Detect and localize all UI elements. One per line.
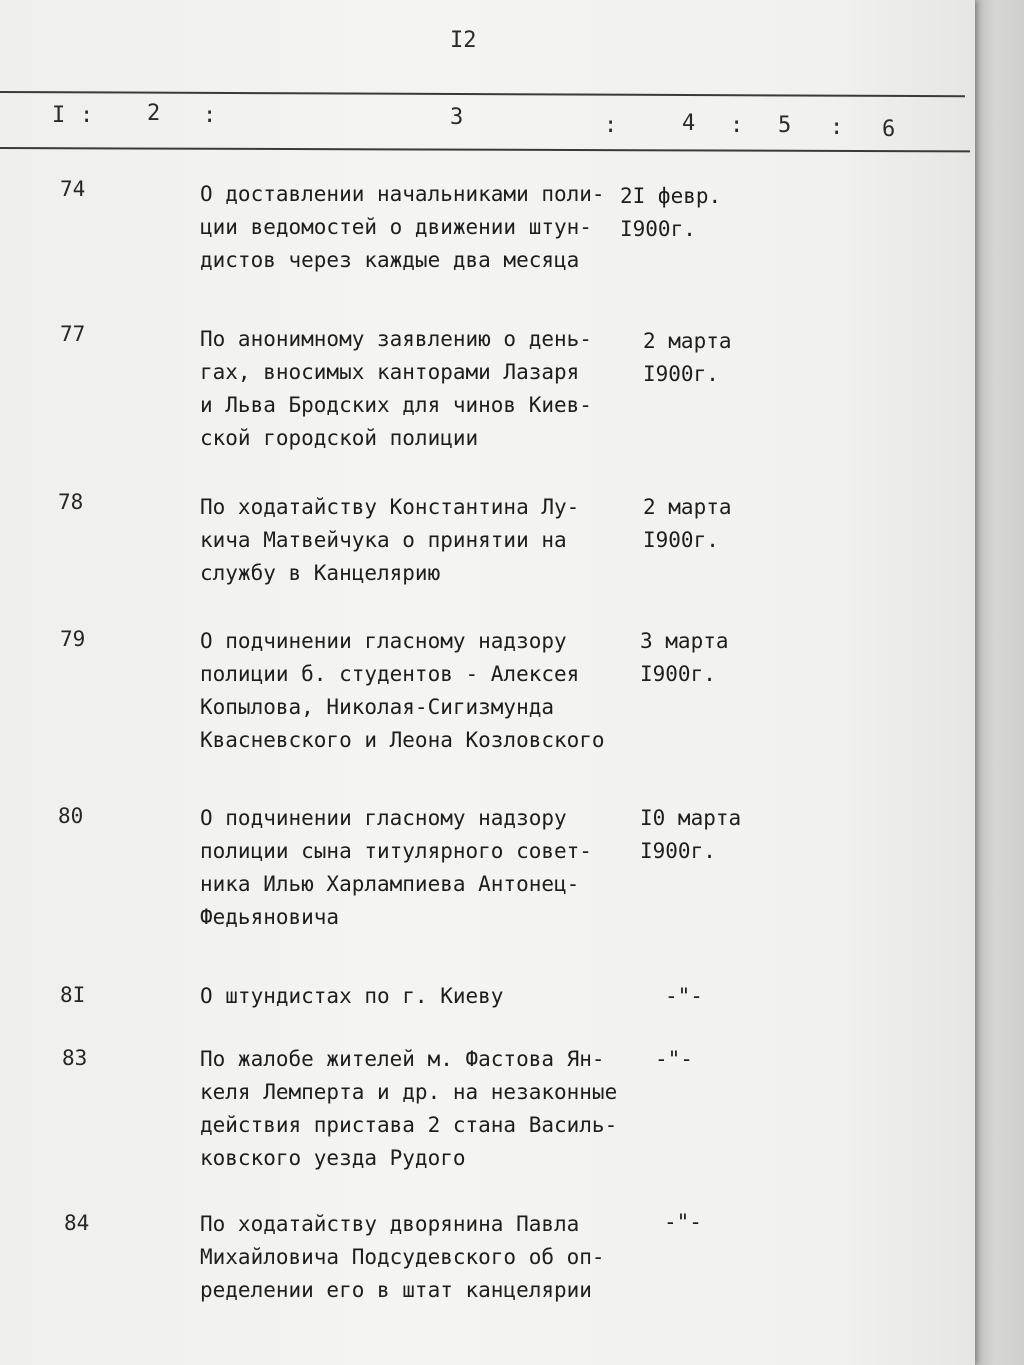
entry-description-line: Федьяновича bbox=[200, 905, 340, 929]
entry-description-line: ции ведомостей о движении штун- bbox=[200, 215, 592, 239]
entry-description-line: кича Матвейчука о принятии на bbox=[200, 528, 567, 552]
entry-number: 8I bbox=[60, 983, 86, 1007]
entry-date-line: I900г. bbox=[643, 528, 719, 552]
entry-description-line: ника Илью Харлампиева Антонец- bbox=[200, 872, 580, 896]
entry-date-line: I900г. bbox=[620, 217, 696, 241]
column-separator: : bbox=[830, 115, 844, 140]
column-separator: : bbox=[80, 103, 94, 128]
column-header-6: 6 bbox=[882, 117, 896, 142]
entry-description bbox=[200, 1043, 670, 1175]
entry-date bbox=[643, 325, 732, 391]
entry-date bbox=[643, 491, 732, 557]
entry-description-line: келя Лемперта и др. на незаконные bbox=[200, 1080, 618, 1104]
entry-description bbox=[200, 323, 670, 455]
entry-number: 77 bbox=[60, 322, 86, 346]
entry-date bbox=[664, 1206, 702, 1239]
entry-date-line: 3 марта bbox=[640, 629, 729, 653]
entry-date-line: I900г. bbox=[640, 662, 716, 686]
entry-description-line: По анонимному заявлению о день- bbox=[200, 327, 592, 351]
entry-date-line: -"- bbox=[664, 1210, 702, 1234]
column-header-1: I bbox=[52, 103, 66, 128]
entry-date bbox=[655, 1043, 693, 1076]
column-header-3: 3 bbox=[450, 105, 464, 130]
entry-number: 80 bbox=[58, 804, 84, 828]
entry-description-line: ределении его в штат канцелярии bbox=[200, 1278, 592, 1302]
entry-description-line: Михайловича Подсудевского об оп- bbox=[200, 1245, 605, 1269]
entry-description bbox=[200, 178, 670, 277]
entry-description-line: полиции б. студентов - Алексея bbox=[200, 662, 580, 686]
entry-date bbox=[665, 980, 703, 1013]
entry-date-line: I900г. bbox=[640, 839, 716, 863]
column-separator: : bbox=[730, 113, 744, 138]
underlying-page-edge bbox=[975, 0, 1024, 1365]
column-header-4: 4 bbox=[682, 111, 696, 136]
entry-number: 84 bbox=[64, 1211, 90, 1235]
entry-description-line: действия пристава 2 стана Василь- bbox=[200, 1113, 618, 1137]
entry-description-line: гах, вносимых канторами Лазаря bbox=[200, 360, 580, 384]
entry-description-line: дистов через каждые два месяца bbox=[200, 248, 580, 272]
header-rule-bottom bbox=[0, 147, 970, 152]
entry-date-line: I0 марта bbox=[640, 806, 742, 830]
entry-description-line: полиции сына титулярного совет- bbox=[200, 839, 592, 863]
entry-description bbox=[200, 491, 670, 590]
entry-description bbox=[200, 1208, 670, 1307]
entry-description-line: Копылова, Николая-Сигизмунда bbox=[200, 695, 555, 719]
column-header-5: 5 bbox=[778, 113, 792, 138]
entry-description-line: О доставлении начальниками поли- bbox=[200, 182, 605, 206]
entry-date-line: -"- bbox=[655, 1047, 693, 1071]
entry-description-line: Квасневского и Леона Козловского bbox=[200, 728, 605, 752]
column-separator: : bbox=[203, 103, 217, 128]
entry-description-line: По ходатайству дворянина Павла bbox=[200, 1212, 580, 1236]
entry-description-line: По ходатайству Константина Лу- bbox=[200, 495, 580, 519]
entry-description-line: ской городской полиции bbox=[200, 426, 479, 450]
entry-description bbox=[200, 625, 670, 757]
entry-date-line: 2 марта bbox=[643, 495, 732, 519]
entry-number: 74 bbox=[60, 177, 86, 201]
entry-date bbox=[640, 625, 729, 691]
entry-date-line: 2 марта bbox=[643, 329, 732, 353]
entry-number: 78 bbox=[58, 490, 84, 514]
entry-date-line: 2I февр. bbox=[620, 184, 722, 208]
entry-number: 79 bbox=[60, 627, 86, 651]
entry-description-line: О штундистах по г. Киеву bbox=[200, 984, 504, 1008]
entry-description bbox=[200, 802, 670, 934]
entry-description-line: По жалобе жителей м. Фастова Ян- bbox=[200, 1047, 605, 1071]
entry-description-line: и Льва Бродских для чинов Киев- bbox=[200, 393, 592, 417]
entry-description-line: ковского уезда Рудого bbox=[200, 1146, 466, 1170]
entry-number: 83 bbox=[62, 1046, 88, 1070]
entry-description-line: О подчинении гласному надзору bbox=[200, 629, 567, 653]
column-separator: : bbox=[604, 113, 618, 138]
entry-date bbox=[640, 802, 741, 868]
column-header-2: 2 bbox=[147, 101, 161, 126]
entry-date bbox=[620, 180, 721, 246]
entry-description-line: службу в Канцелярию bbox=[200, 561, 441, 585]
entry-date-line: I900г. bbox=[643, 362, 719, 386]
entry-date-line: -"- bbox=[665, 984, 703, 1008]
header-rule-top bbox=[0, 91, 965, 97]
entry-description bbox=[200, 980, 670, 1013]
page-number: I2 bbox=[450, 28, 477, 53]
entry-description-line: О подчинении гласному надзору bbox=[200, 806, 567, 830]
